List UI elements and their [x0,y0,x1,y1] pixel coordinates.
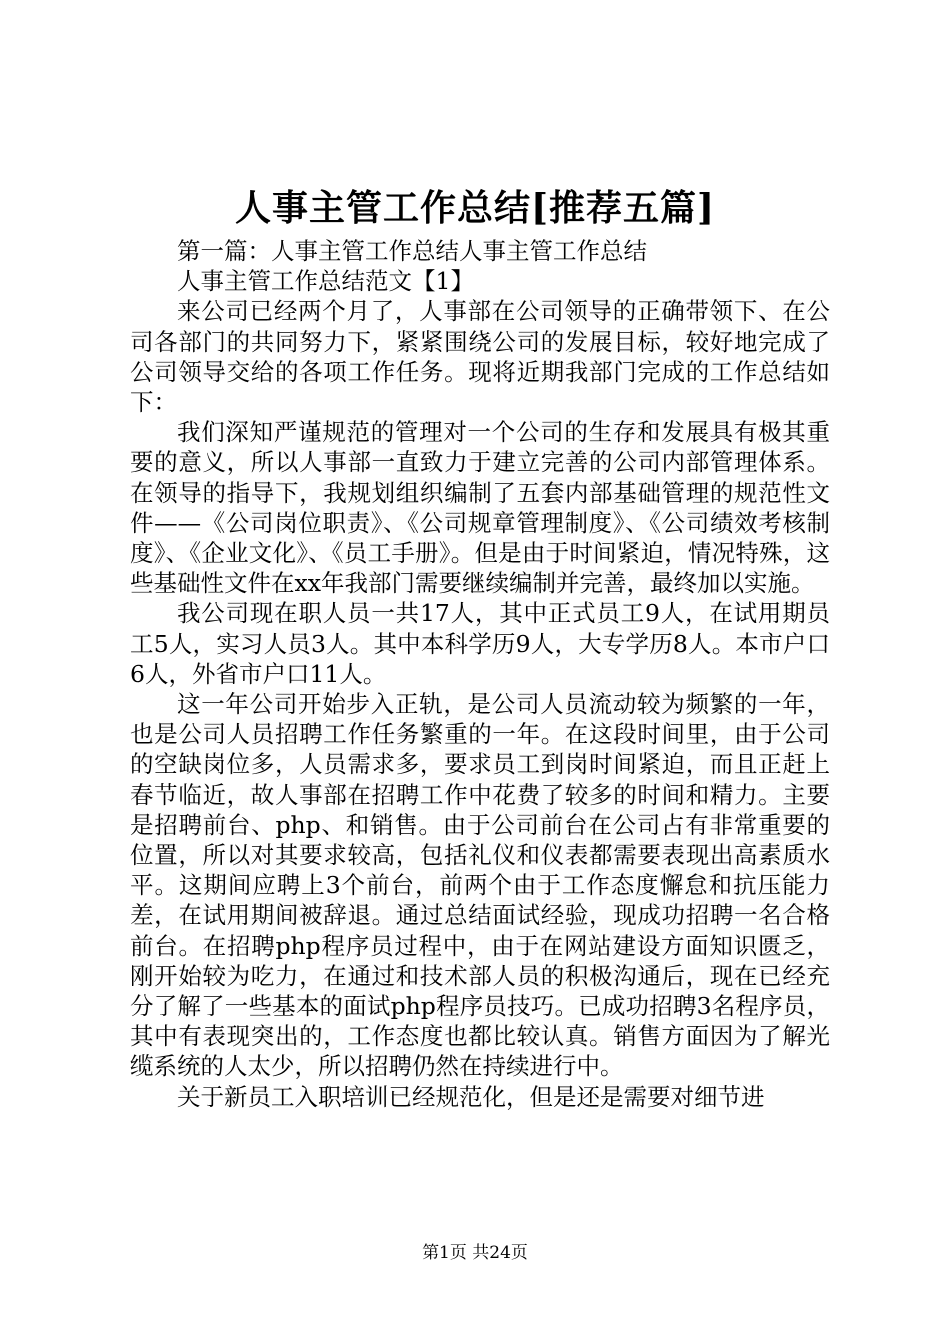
document-title: 人事主管工作总结[推荐五篇] [234,187,716,229]
document-body [130,236,830,1112]
body-paragraph: 我们深知严谨规范的管理对一个公司的生存和发展具有极其重要的意义，所以人事部一直致力于建立完善的公司内部管理体系。在领导的指导下，我规划组织编制了五套内部基础管理的规范性文件——《公司岗位职责》、《公司规章管理制度》、《公司绩效考核制度》、《企业文化》、《员工手册》。但是由于时间紧迫，情况特殊，这些基础性文件在xx年我部门需要继续编制并完善，最终加以实施。 [130,418,830,598]
body-paragraph: 关于新员工入职培训已经规范化，但是还是需要对细节进 [177,1082,765,1111]
body-paragraph: 来公司已经两个月了，人事部在公司领导的正确带领下、在公司各部门的共同努力下，紧紧围绕公司的发展目标，较好地完成了公司领导交给的各项工作任务。现将近期我部门完成的工作总结如下： [130,297,830,417]
body-paragraph: 我公司现在职人员一共17人，其中正式员工9人，在试用期员工5人，实习人员3人。其中本科学历9人，大专学历8人。本市户口6人，外省市户口11人。 [130,599,830,688]
section-heading: 第一篇：人事主管工作总结人事主管工作总结 [177,237,647,265]
page-number-footer: 第1页 共24页 [422,1243,528,1263]
subsection-heading: 人事主管工作总结范文【1】 [177,267,474,296]
body-paragraph: 这一年公司开始步入正轨，是公司人员流动较为频繁的一年，也是公司人员招聘工作任务繁重的一年。在这段时间里，由于公司的空缺岗位多，人员需求多，要求员工到岗时间紧迫，而且正赶上春节临近，故人事部在招聘工作中花费了较多的时间和精力。主要是招聘前台、php、和销售。由于公司前台在公司占有非常重要的位置，所以对其要求较高，包括礼仪和仪表都需要表现出高素质水平。这期间应聘上3个前台，前两个由于工作态度懈怠和抗压能力差，在试用期间被辞退。通过总结面试经验，现成功招聘一名合格前台。在招聘php程序员过程中，由于在网站建设方面知识匮乏，刚开始较为吃力，在通过和技术部人员的积极沟通后，现在已经充分了解了一些基本的面试php程序员技巧。已成功招聘3名程序员，其中有表现突出的，工作态度也都比较认真。销售方面因为了解光缆系统的人太少，所以招聘仍然在持续进行中。 [130,690,830,1081]
